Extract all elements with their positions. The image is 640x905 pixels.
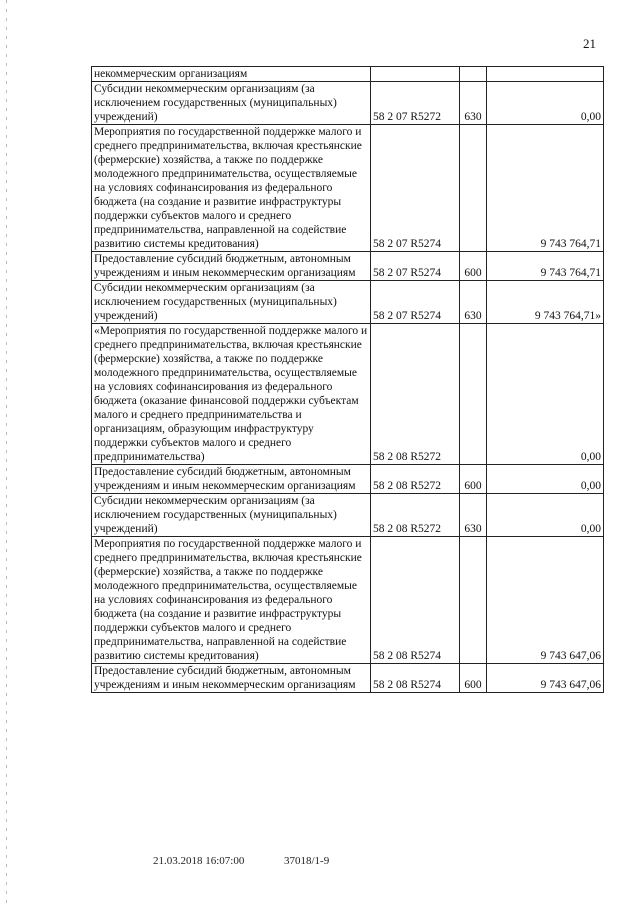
row-expense-type: 600 <box>460 252 487 281</box>
row-code: 58 2 07 R5272 <box>371 82 460 125</box>
scan-edge-artifact <box>6 0 7 905</box>
row-amount: 0,00 <box>487 324 604 465</box>
row-expense-type: 600 <box>460 664 487 693</box>
table-row <box>92 252 604 281</box>
row-code: 58 2 08 R5272 <box>371 494 460 537</box>
row-description: «Мероприятия по государственной поддержке малого и среднего предпринимательства, включая крестьянские (фермерские) хозяйства, а также по поддержке молодежного предпринимательства, осуществляемые на условиях софинансирования из федерального бюджета (оказание финансовой поддержки субъектам малого и среднего предпринимательства и организациям, образующим инфраструктуру поддержки субъектов малого и среднего предпринимательства) <box>92 324 371 465</box>
table-row <box>92 82 604 125</box>
row-expense-type <box>460 537 487 664</box>
table-row <box>92 465 604 494</box>
row-code: 58 2 07 R5274 <box>371 252 460 281</box>
row-amount <box>487 67 604 82</box>
row-code: 58 2 08 R5274 <box>371 664 460 693</box>
table-row <box>92 494 604 537</box>
table-row <box>92 537 604 664</box>
budget-table <box>91 66 604 693</box>
row-amount: 9 743 647,06 <box>487 537 604 664</box>
row-description: Мероприятия по государственной поддержке малого и среднего предпринимательства, включая крестьянские (фермерские) хозяйства, а также по поддержке молодежного предпринимательства, осуществляемые на условиях софинансирования из федерального бюджета (на создание и развитие инфраструктуры поддержки субъектов малого и среднего предпринимательства, направленной на содействие развитию системы кредитования) <box>92 125 371 252</box>
row-expense-type: 600 <box>460 465 487 494</box>
row-amount: 9 743 764,71 <box>487 252 604 281</box>
table-row <box>92 281 604 324</box>
row-code <box>371 67 460 82</box>
footer-timestamp: 21.03.2018 16:07:00 <box>153 855 245 867</box>
row-code: 58 2 08 R5272 <box>371 324 460 465</box>
row-amount: 9 743 764,71 <box>487 125 604 252</box>
row-expense-type <box>460 67 487 82</box>
table-row <box>92 125 604 252</box>
row-description: Субсидии некоммерческим организациям (за исключением государственных (муниципальных) учреждений) <box>92 82 371 125</box>
row-code: 58 2 08 R5272 <box>371 465 460 494</box>
row-amount: 9 743 647,06 <box>487 664 604 693</box>
row-description: Субсидии некоммерческим организациям (за исключением государственных (муниципальных) учреждений) <box>92 281 371 324</box>
row-expense-type: 630 <box>460 82 487 125</box>
row-expense-type <box>460 324 487 465</box>
row-expense-type: 630 <box>460 281 487 324</box>
row-amount: 0,00 <box>487 465 604 494</box>
row-amount: 9 743 764,71» <box>487 281 604 324</box>
row-code: 58 2 07 R5274 <box>371 125 460 252</box>
table-row <box>92 664 604 693</box>
footer-doc-number: 37018/1-9 <box>284 855 330 867</box>
row-expense-type: 630 <box>460 494 487 537</box>
row-amount: 0,00 <box>487 494 604 537</box>
table-row <box>92 324 604 465</box>
page-number: 21 <box>583 36 596 51</box>
row-description: некоммерческим организациям <box>92 67 371 82</box>
row-description: Предоставление субсидий бюджетным, автономным учреждениям и иным некоммерческим организациям <box>92 252 371 281</box>
row-code: 58 2 08 R5274 <box>371 537 460 664</box>
row-description: Предоставление субсидий бюджетным, автономным учреждениям и иным некоммерческим организациям <box>92 465 371 494</box>
row-code: 58 2 07 R5274 <box>371 281 460 324</box>
row-amount: 0,00 <box>487 82 604 125</box>
row-description: Субсидии некоммерческим организациям (за исключением государственных (муниципальных) учреждений) <box>92 494 371 537</box>
row-description: Мероприятия по государственной поддержке малого и среднего предпринимательства, включая крестьянские (фермерские) хозяйства, а также по поддержке молодежного предпринимательства, осуществляемые на условиях софинансирования из федерального бюджета (на создание и развитие инфраструктуры поддержки субъектов малого и среднего предпринимательства, направленной на содействие развитию системы кредитования) <box>92 537 371 664</box>
row-description: Предоставление субсидий бюджетным, автономным учреждениям и иным некоммерческим организациям <box>92 664 371 693</box>
row-expense-type <box>460 125 487 252</box>
table-row <box>92 67 604 82</box>
